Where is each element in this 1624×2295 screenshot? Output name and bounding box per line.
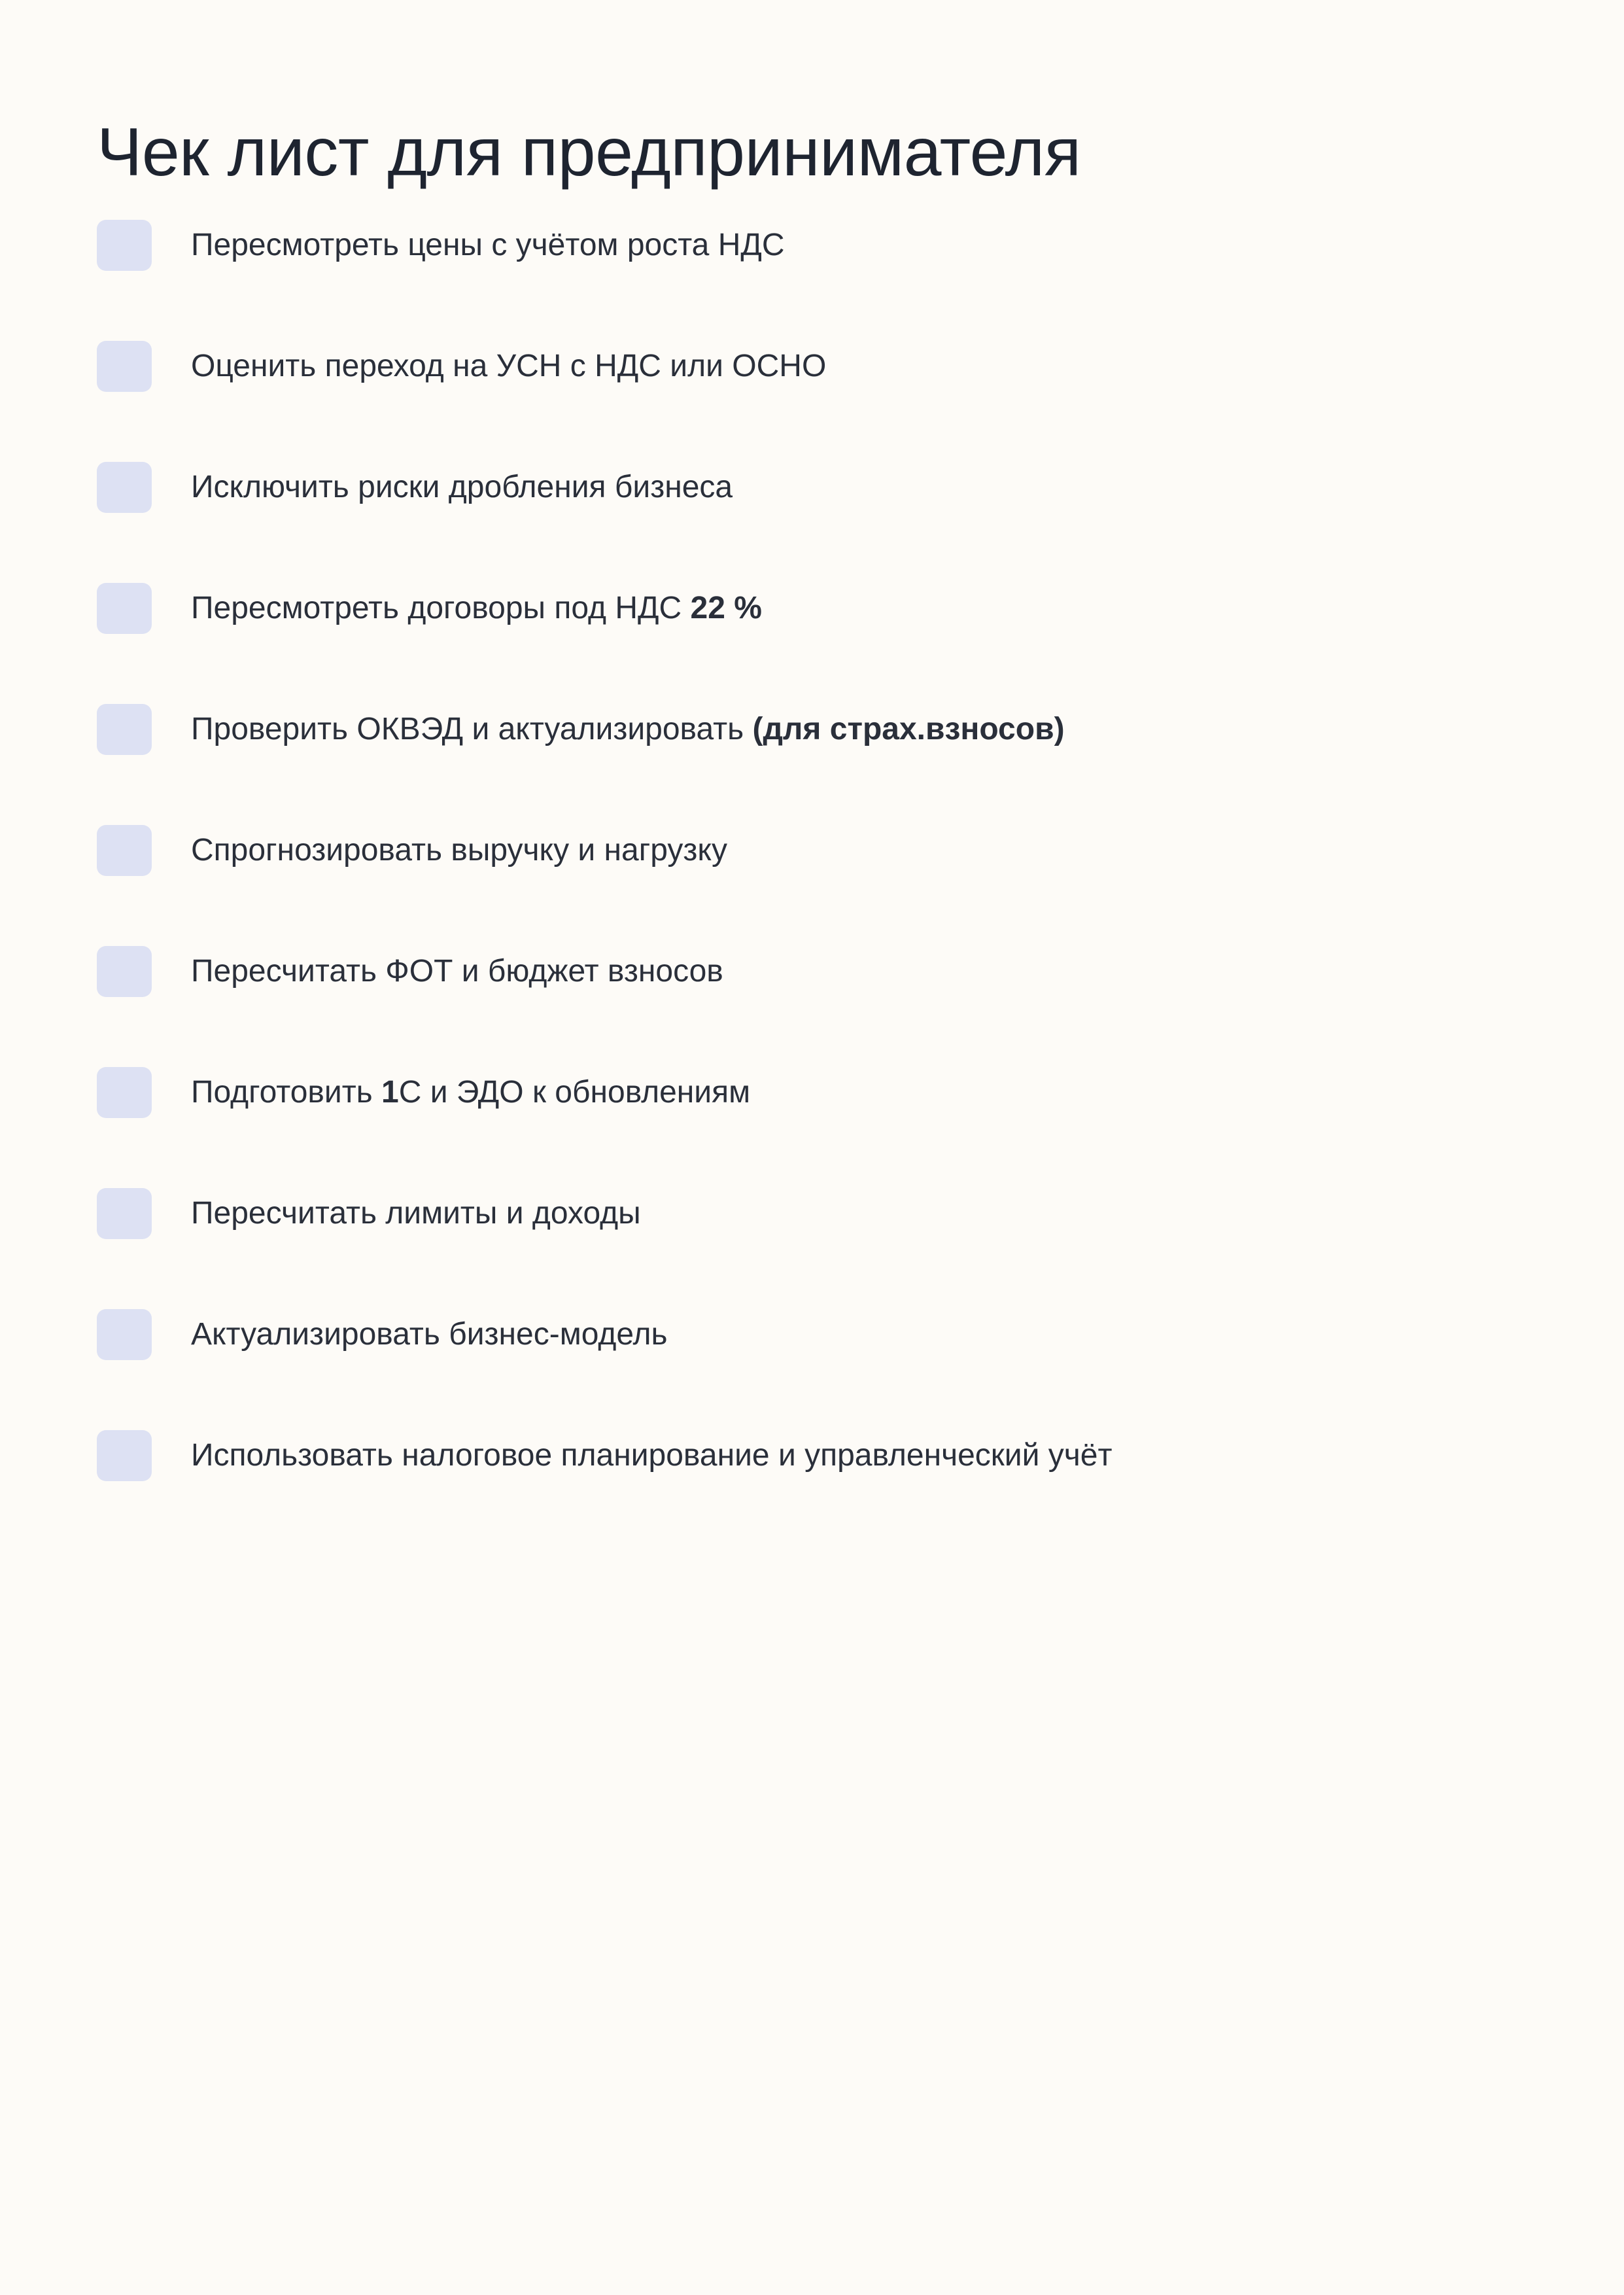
list-item-label: Актуализировать бизнес-модель bbox=[191, 1317, 668, 1352]
list-item-label: Использовать налоговое планирование и управленческий учёт bbox=[191, 1438, 1113, 1473]
list-item-label: Пересмотреть договоры под НДС 22 % bbox=[191, 591, 762, 625]
list-item-label: Оценить переход на УСН с НДС или ОСНО bbox=[191, 349, 827, 383]
list-item-label: Пересмотреть цены с учётом роста НДС bbox=[191, 228, 785, 262]
checkbox[interactable] bbox=[97, 220, 152, 271]
checkbox[interactable] bbox=[97, 825, 152, 876]
checkbox[interactable] bbox=[97, 341, 152, 392]
checkbox[interactable] bbox=[97, 1188, 152, 1239]
page-title: Чек лист для предпринимателя bbox=[97, 114, 1081, 190]
list-item[interactable] bbox=[97, 1426, 1536, 1485]
checkbox[interactable] bbox=[97, 704, 152, 755]
list-item[interactable] bbox=[97, 700, 1536, 759]
list-item[interactable] bbox=[97, 458, 1536, 517]
list-item[interactable] bbox=[97, 1184, 1536, 1243]
checkbox[interactable] bbox=[97, 462, 152, 513]
list-item-label: Пересчитать ФОТ и бюджет взносов bbox=[191, 954, 723, 989]
checkbox[interactable] bbox=[97, 1430, 152, 1481]
list-item-label: Пересчитать лимиты и доходы bbox=[191, 1196, 641, 1231]
checkbox[interactable] bbox=[97, 583, 152, 634]
list-item[interactable] bbox=[97, 942, 1536, 1001]
list-item[interactable] bbox=[97, 579, 1536, 638]
list-item[interactable] bbox=[97, 216, 1536, 275]
list-item-label: Спрогнозировать выручку и нагрузку bbox=[191, 833, 727, 867]
checkbox[interactable] bbox=[97, 1067, 152, 1118]
list-item[interactable] bbox=[97, 1305, 1536, 1364]
list-item-label: Проверить ОКВЭД и актуализировать (для страх.взносов) bbox=[191, 712, 1065, 746]
checklist bbox=[97, 216, 1536, 1547]
list-item-label: Подготовить 1С и ЭДО к обновлениям bbox=[191, 1075, 751, 1110]
list-item[interactable] bbox=[97, 1063, 1536, 1122]
checkbox[interactable] bbox=[97, 946, 152, 997]
list-item[interactable] bbox=[97, 337, 1536, 396]
list-item-label: Исключить риски дробления бизнеса bbox=[191, 470, 733, 504]
list-item[interactable] bbox=[97, 821, 1536, 880]
checkbox[interactable] bbox=[97, 1309, 152, 1360]
